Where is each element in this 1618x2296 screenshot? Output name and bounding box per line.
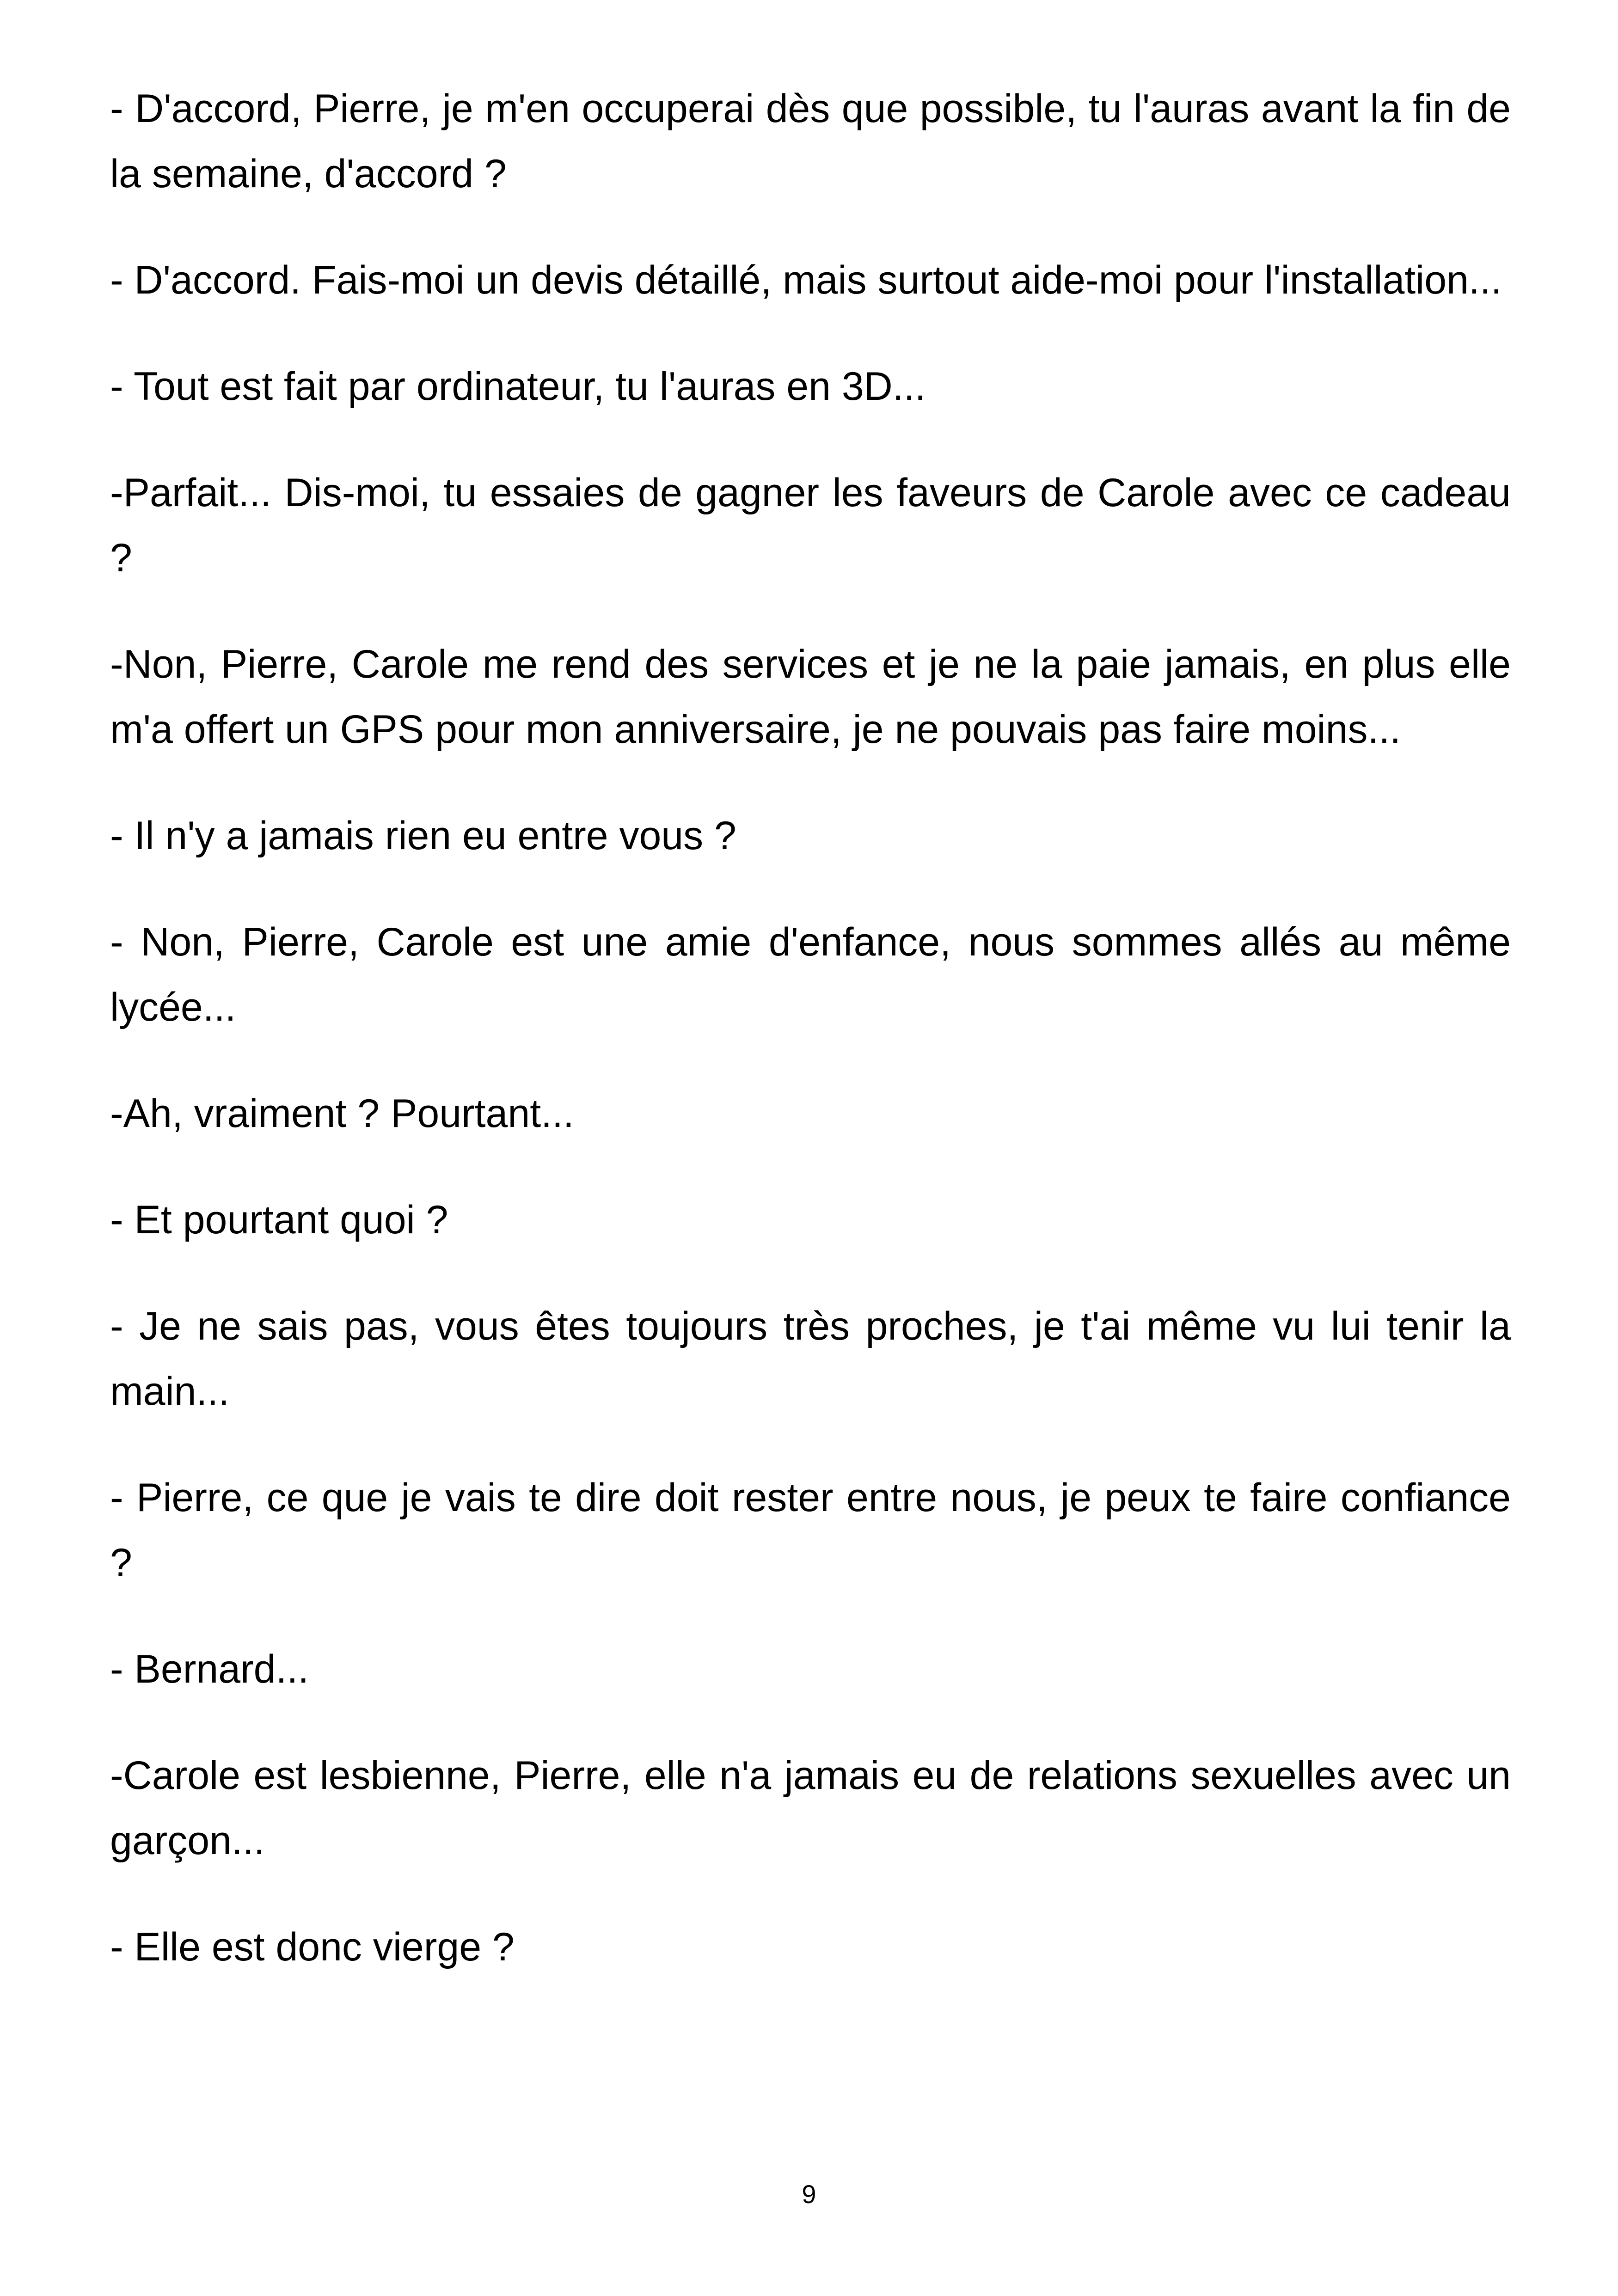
page-number: 9: [802, 2180, 816, 2209]
paragraph: - Elle est donc vierge ?: [110, 1925, 515, 1969]
paragraph: -Parfait... Dis-moi, tu essaies de gagner les faveurs de Carole avec ce cadeau ?: [110, 471, 1511, 580]
paragraph: - Il n'y a jamais rien eu entre vous ?: [110, 814, 736, 858]
paragraph: - Pierre, ce que je vais te dire doit rester entre nous, je peux te faire confiance ?: [110, 1476, 1511, 1585]
paragraph: -Ah, vraiment ? Pourtant...: [110, 1091, 574, 1136]
paragraph: - Bernard...: [110, 1647, 309, 1691]
paragraph: - Je ne sais pas, vous êtes toujours très proches, je t'ai même vu lui tenir la main...: [110, 1304, 1511, 1414]
paragraph: -Non, Pierre, Carole me rend des services et je ne la paie jamais, en plus elle m'a offert un GPS pour mon anniversaire, je ne pouvais pas faire moins...: [110, 642, 1511, 752]
dialogue-text: [110, 76, 1511, 2021]
paragraph: - D'accord. Fais-moi un devis détaillé, mais surtout aide-moi pour l'installation...: [110, 258, 1502, 302]
paragraph: - Tout est fait par ordinateur, tu l'auras en 3D...: [110, 364, 926, 409]
paragraph: -Carole est lesbienne, Pierre, elle n'a jamais eu de relations sexuelles avec un garçon...: [110, 1753, 1511, 1863]
paragraph: - Non, Pierre, Carole est une amie d'enfance, nous sommes allés au même lycée...: [110, 920, 1511, 1029]
paragraph: - Et pourtant quoi ?: [110, 1198, 448, 1242]
paragraph: - D'accord, Pierre, je m'en occuperai dès que possible, tu l'auras avant la fin de la semaine, d'accord ?: [110, 86, 1511, 196]
